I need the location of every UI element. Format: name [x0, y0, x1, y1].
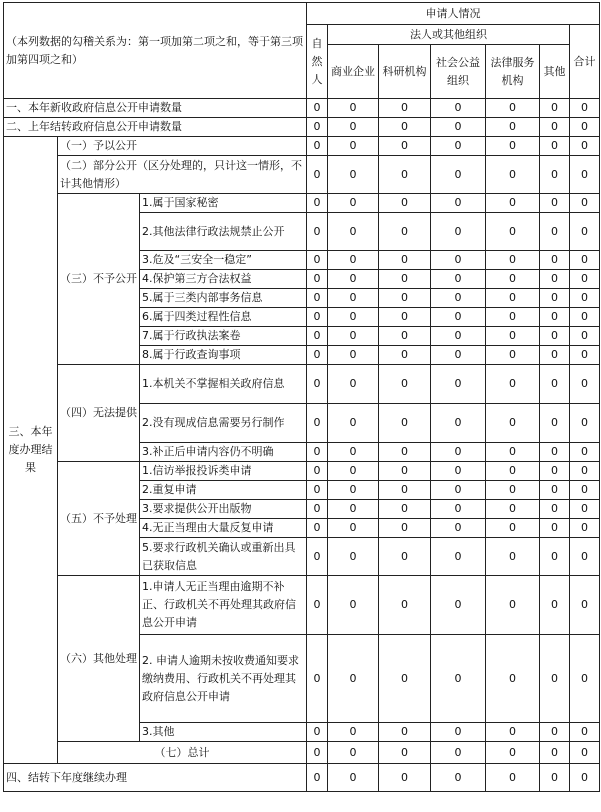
value-cell: 0 — [540, 576, 570, 635]
table-row — [4, 576, 600, 635]
group-public: （一）予以公开 — [58, 137, 307, 156]
value-cell: 0 — [540, 156, 570, 194]
table-row — [4, 118, 600, 137]
value-cell: 0 — [307, 213, 328, 251]
value-cell: 0 — [431, 723, 486, 742]
value-cell: 0 — [570, 462, 600, 481]
value-cell: 0 — [431, 742, 486, 764]
value-cell: 0 — [486, 194, 540, 213]
item-label: 4.保护第三方合法权益 — [140, 270, 307, 289]
value-cell: 0 — [570, 742, 600, 764]
value-cell: 0 — [307, 462, 328, 481]
value-cell: 0 — [570, 346, 600, 365]
section-carried-over: 二、上年结转政府信息公开申请数量 — [4, 118, 307, 137]
value-cell: 0 — [486, 156, 540, 194]
item-label: 1.信访举报投诉类申请 — [140, 462, 307, 481]
group-other-processing: （六）其他处理 — [58, 576, 140, 742]
value-cell: 0 — [431, 194, 486, 213]
value-cell: 0 — [486, 365, 540, 404]
value-cell: 0 — [328, 576, 379, 635]
section-results: 三、本年度办理结果 — [4, 137, 58, 764]
value-cell: 0 — [486, 462, 540, 481]
value-cell: 0 — [328, 308, 379, 327]
value-cell: 0 — [570, 137, 600, 156]
value-cell: 0 — [328, 251, 379, 270]
value-cell: 0 — [379, 270, 431, 289]
value-cell: 0 — [379, 251, 431, 270]
value-cell: 0 — [431, 481, 486, 500]
header-legal-entities: 法人或其他组织 — [328, 25, 570, 45]
value-cell: 0 — [540, 118, 570, 137]
value-cell: 0 — [379, 118, 431, 137]
value-cell: 0 — [431, 137, 486, 156]
value-cell: 0 — [486, 742, 540, 764]
value-cell: 0 — [540, 365, 570, 404]
value-cell: 0 — [540, 270, 570, 289]
group-not-processed: （五）不予处理 — [58, 462, 140, 576]
value-cell: 0 — [328, 213, 379, 251]
value-cell: 0 — [540, 723, 570, 742]
value-cell: 0 — [379, 462, 431, 481]
value-cell: 0 — [379, 404, 431, 443]
value-cell: 0 — [486, 137, 540, 156]
item-label: 8.属于行政查询事项 — [140, 346, 307, 365]
header-note: （本列数据的勾稽关系为：第一项加第二项之和，等于第三项加第四项之和） — [4, 3, 307, 99]
disclosure-statistics-sheet — [3, 2, 600, 792]
value-cell: 0 — [379, 213, 431, 251]
value-cell: 0 — [570, 443, 600, 462]
item-label: 2. 申请人逾期未按收费通知要求缴纳费用、行政机关不再处理其政府信息公开申请 — [140, 635, 307, 723]
value-cell: 0 — [328, 194, 379, 213]
value-cell: 0 — [540, 443, 570, 462]
value-cell: 0 — [328, 443, 379, 462]
value-cell: 0 — [328, 365, 379, 404]
value-cell: 0 — [431, 635, 486, 723]
value-cell: 0 — [570, 289, 600, 308]
group-partial: （二）部分公开（区分处理的，只计这一情形，不计其他情形） — [58, 156, 307, 194]
value-cell: 0 — [540, 346, 570, 365]
value-cell: 0 — [570, 764, 600, 792]
value-cell: 0 — [328, 481, 379, 500]
value-cell: 0 — [540, 462, 570, 481]
item-label: 3.补正后申请内容仍不明确 — [140, 443, 307, 462]
value-cell: 0 — [486, 635, 540, 723]
value-cell: 0 — [379, 443, 431, 462]
value-cell: 0 — [486, 289, 540, 308]
table-row — [4, 137, 600, 156]
value-cell: 0 — [570, 308, 600, 327]
value-cell: 0 — [540, 519, 570, 538]
value-cell: 0 — [307, 137, 328, 156]
value-cell: 0 — [307, 404, 328, 443]
value-cell: 0 — [486, 576, 540, 635]
value-cell: 0 — [431, 270, 486, 289]
value-cell: 0 — [486, 519, 540, 538]
value-cell: 0 — [431, 764, 486, 792]
value-cell: 0 — [540, 481, 570, 500]
table-row — [4, 764, 600, 792]
value-cell: 0 — [486, 764, 540, 792]
value-cell: 0 — [570, 156, 600, 194]
item-label: 2.其他法律行政法规禁止公开 — [140, 213, 307, 251]
value-cell: 0 — [328, 462, 379, 481]
value-cell: 0 — [307, 742, 328, 764]
value-cell: 0 — [328, 270, 379, 289]
value-cell: 0 — [431, 289, 486, 308]
value-cell: 0 — [486, 538, 540, 576]
value-cell: 0 — [328, 346, 379, 365]
table-row — [4, 462, 600, 481]
header-other: 其他 — [540, 45, 570, 99]
value-cell: 0 — [379, 289, 431, 308]
value-cell: 0 — [540, 137, 570, 156]
value-cell: 0 — [540, 213, 570, 251]
group-total: （七）总计 — [58, 742, 307, 764]
value-cell: 0 — [307, 156, 328, 194]
value-cell: 0 — [540, 538, 570, 576]
value-cell: 0 — [307, 538, 328, 576]
value-cell: 0 — [379, 723, 431, 742]
value-cell: 0 — [431, 213, 486, 251]
value-cell: 0 — [540, 308, 570, 327]
header-commercial: 商业企业 — [328, 45, 379, 99]
table-row — [4, 365, 600, 404]
value-cell: 0 — [379, 365, 431, 404]
value-cell: 0 — [431, 443, 486, 462]
value-cell: 0 — [570, 576, 600, 635]
value-cell: 0 — [328, 156, 379, 194]
value-cell: 0 — [379, 194, 431, 213]
value-cell: 0 — [486, 270, 540, 289]
value-cell: 0 — [379, 99, 431, 118]
value-cell: 0 — [486, 500, 540, 519]
value-cell: 0 — [431, 519, 486, 538]
value-cell: 0 — [307, 635, 328, 723]
value-cell: 0 — [486, 118, 540, 137]
value-cell: 0 — [486, 213, 540, 251]
section-new-requests: 一、本年新收政府信息公开申请数量 — [4, 99, 307, 118]
item-label: 1.属于国家秘密 — [140, 194, 307, 213]
group-cannot-provide: （四）无法提供 — [58, 365, 140, 462]
value-cell: 0 — [328, 289, 379, 308]
value-cell: 0 — [540, 742, 570, 764]
value-cell: 0 — [328, 764, 379, 792]
value-cell: 0 — [431, 118, 486, 137]
value-cell: 0 — [540, 194, 570, 213]
section-carry-forward: 四、结转下年度继续办理 — [4, 764, 307, 792]
item-label: 2.没有现成信息需要另行制作 — [140, 404, 307, 443]
value-cell: 0 — [307, 194, 328, 213]
value-cell: 0 — [307, 346, 328, 365]
value-cell: 0 — [307, 365, 328, 404]
value-cell: 0 — [379, 576, 431, 635]
header-research: 科研机构 — [379, 45, 431, 99]
value-cell: 0 — [328, 723, 379, 742]
value-cell: 0 — [307, 99, 328, 118]
value-cell: 0 — [570, 538, 600, 576]
value-cell: 0 — [379, 764, 431, 792]
value-cell: 0 — [307, 481, 328, 500]
header-total: 合计 — [570, 25, 600, 99]
value-cell: 0 — [328, 404, 379, 443]
value-cell: 0 — [570, 270, 600, 289]
value-cell: 0 — [431, 576, 486, 635]
item-label: 3.危及“三安全一稳定” — [140, 251, 307, 270]
table-row — [4, 742, 600, 764]
value-cell: 0 — [540, 99, 570, 118]
value-cell: 0 — [431, 251, 486, 270]
item-label: 1.本机关不掌握相关政府信息 — [140, 365, 307, 404]
value-cell: 0 — [379, 137, 431, 156]
value-cell: 0 — [328, 500, 379, 519]
value-cell: 0 — [570, 327, 600, 346]
value-cell: 0 — [379, 156, 431, 194]
value-cell: 0 — [307, 576, 328, 635]
value-cell: 0 — [570, 365, 600, 404]
value-cell: 0 — [379, 742, 431, 764]
value-cell: 0 — [307, 270, 328, 289]
value-cell: 0 — [486, 346, 540, 365]
value-cell: 0 — [486, 723, 540, 742]
value-cell: 0 — [431, 346, 486, 365]
value-cell: 0 — [570, 519, 600, 538]
value-cell: 0 — [307, 289, 328, 308]
disclosure-statistics-table — [3, 2, 600, 792]
item-label: 5.属于三类内部事务信息 — [140, 289, 307, 308]
value-cell: 0 — [540, 404, 570, 443]
value-cell: 0 — [379, 538, 431, 576]
group-not-public: （三）不予公开 — [58, 194, 140, 365]
value-cell: 0 — [379, 308, 431, 327]
value-cell: 0 — [328, 519, 379, 538]
value-cell: 0 — [540, 327, 570, 346]
value-cell: 0 — [307, 118, 328, 137]
item-label: 6.属于四类过程性信息 — [140, 308, 307, 327]
value-cell: 0 — [431, 500, 486, 519]
item-label: 1.申请人无正当理由逾期不补正、行政机关不再处理其政府信息公开申请 — [140, 576, 307, 635]
value-cell: 0 — [307, 251, 328, 270]
header-applicant-info: 申请人情况 — [307, 3, 600, 25]
value-cell: 0 — [328, 99, 379, 118]
value-cell: 0 — [328, 327, 379, 346]
header-natural-person: 自然人 — [307, 25, 328, 99]
value-cell: 0 — [307, 519, 328, 538]
value-cell: 0 — [328, 137, 379, 156]
value-cell: 0 — [328, 742, 379, 764]
value-cell: 0 — [431, 156, 486, 194]
item-label: 4.无正当理由大量反复申请 — [140, 519, 307, 538]
value-cell: 0 — [570, 194, 600, 213]
value-cell: 0 — [486, 481, 540, 500]
value-cell: 0 — [379, 481, 431, 500]
value-cell: 0 — [431, 308, 486, 327]
value-cell: 0 — [570, 404, 600, 443]
value-cell: 0 — [307, 443, 328, 462]
value-cell: 0 — [570, 118, 600, 137]
value-cell: 0 — [486, 308, 540, 327]
value-cell: 0 — [486, 404, 540, 443]
table-row — [4, 156, 600, 194]
value-cell: 0 — [540, 251, 570, 270]
value-cell: 0 — [307, 723, 328, 742]
item-label: 2.重复申请 — [140, 481, 307, 500]
value-cell: 0 — [570, 99, 600, 118]
value-cell: 0 — [540, 764, 570, 792]
value-cell: 0 — [379, 519, 431, 538]
value-cell: 0 — [570, 635, 600, 723]
value-cell: 0 — [540, 635, 570, 723]
value-cell: 0 — [486, 443, 540, 462]
value-cell: 0 — [431, 327, 486, 346]
item-label: 7.属于行政执法案卷 — [140, 327, 307, 346]
value-cell: 0 — [307, 327, 328, 346]
value-cell: 0 — [431, 404, 486, 443]
item-label: 3.要求提供公开出版物 — [140, 500, 307, 519]
value-cell: 0 — [379, 635, 431, 723]
value-cell: 0 — [431, 99, 486, 118]
table-row — [4, 194, 600, 213]
value-cell: 0 — [379, 500, 431, 519]
table-row — [4, 99, 600, 118]
value-cell: 0 — [379, 327, 431, 346]
value-cell: 0 — [570, 723, 600, 742]
value-cell: 0 — [307, 500, 328, 519]
header-social-welfare: 社会公益组织 — [431, 45, 486, 99]
value-cell: 0 — [328, 635, 379, 723]
header-legal-service: 法律服务机构 — [486, 45, 540, 99]
value-cell: 0 — [570, 213, 600, 251]
value-cell: 0 — [328, 538, 379, 576]
value-cell: 0 — [431, 462, 486, 481]
value-cell: 0 — [328, 118, 379, 137]
value-cell: 0 — [379, 346, 431, 365]
value-cell: 0 — [486, 251, 540, 270]
value-cell: 0 — [486, 99, 540, 118]
item-label: 3.其他 — [140, 723, 307, 742]
value-cell: 0 — [570, 500, 600, 519]
value-cell: 0 — [431, 365, 486, 404]
value-cell: 0 — [570, 481, 600, 500]
value-cell: 0 — [540, 289, 570, 308]
value-cell: 0 — [307, 764, 328, 792]
value-cell: 0 — [570, 251, 600, 270]
value-cell: 0 — [540, 500, 570, 519]
value-cell: 0 — [307, 308, 328, 327]
value-cell: 0 — [431, 538, 486, 576]
value-cell: 0 — [486, 327, 540, 346]
item-label: 5.要求行政机关确认或重新出具已获取信息 — [140, 538, 307, 576]
